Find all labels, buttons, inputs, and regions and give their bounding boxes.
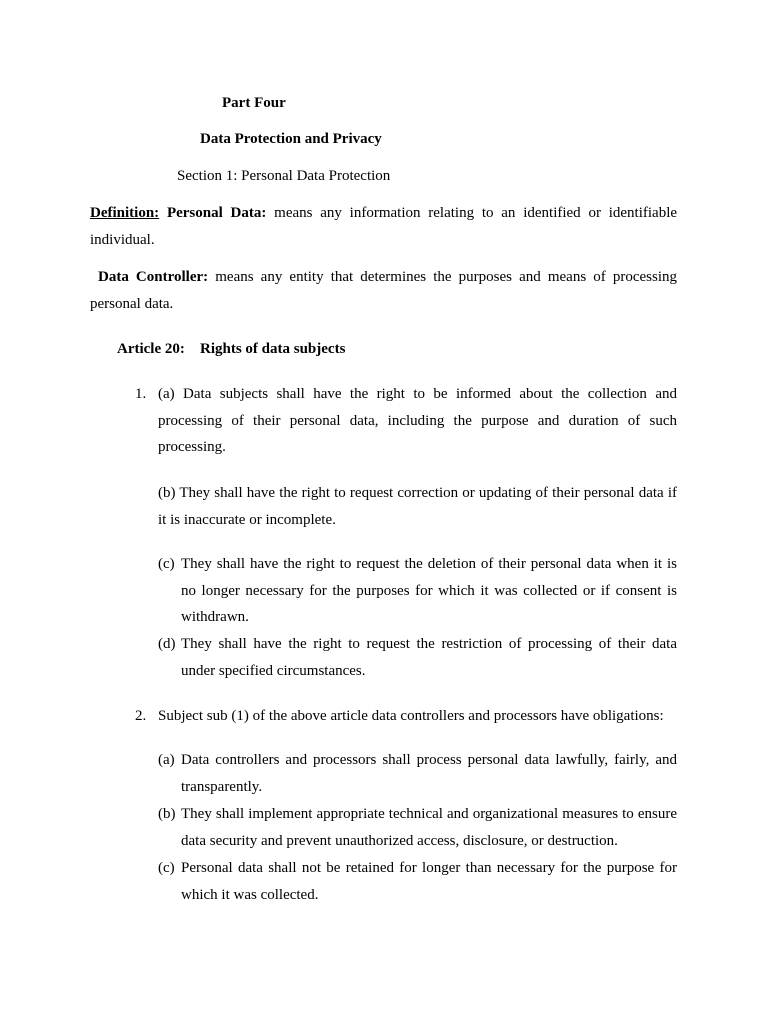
item-1-c: They shall have the right to request the deletion of their personal data when it is no longer necessary for the purposes for which it was collected or if consent is withdrawn. (181, 556, 677, 626)
item-1-b: (b) They shall have the right to request correction or updating of their personal data if it is inaccurate or incomplete. (158, 485, 677, 528)
definition-personal-data (90, 200, 677, 253)
article-title: Rights of data subjects (200, 341, 346, 357)
item-2-b: They shall implement appropriate technical and organizational measures to ensure data security and prevent unauthorized access, disclosure, or destruction. (181, 806, 677, 849)
section-heading: Section 1: Personal Data Protection (177, 168, 391, 184)
item-2-number: 2. (135, 708, 147, 724)
part-heading: Part Four (222, 95, 286, 111)
item-2-a: Data controllers and processors shall process personal data lawfully, fairly, and transparently. (181, 752, 677, 795)
item-1-d: They shall have the right to request the restriction of processing of their data under specified circumstances. (181, 636, 677, 679)
item-2-b-marker: (b) (158, 806, 176, 822)
item-1-a: (a) Data subjects shall have the right to be informed about the collection and processing of their personal data, including the purpose and duration of such processing. (158, 386, 677, 456)
item-1-d-marker: (d) (158, 636, 176, 652)
article-number: Article 20: (117, 341, 185, 357)
personal-data-text: means any information relating to an identified or identifiable individual. (90, 205, 678, 248)
item-1-number: 1. (135, 386, 147, 402)
item-2-intro: Subject sub (1) of the above article data controllers and processors have obligations: (158, 708, 664, 724)
item-2-c: Personal data shall not be retained for longer than necessary for the purpose for which it was collected. (181, 860, 677, 903)
controller-text: means any entity that determines the purposes and means of processing personal data. (90, 269, 678, 312)
controller-term: Data Controller: (98, 269, 209, 285)
item-2-a-marker: (a) (158, 752, 175, 768)
title-heading: Data Protection and Privacy (200, 131, 382, 147)
item-2-c-marker: (c) (158, 860, 175, 876)
item-1-c-marker: (c) (158, 556, 175, 572)
personal-data-term: Personal Data: (166, 205, 267, 221)
definition-label: Definition: (90, 205, 160, 221)
definition-data-controller (90, 264, 677, 317)
